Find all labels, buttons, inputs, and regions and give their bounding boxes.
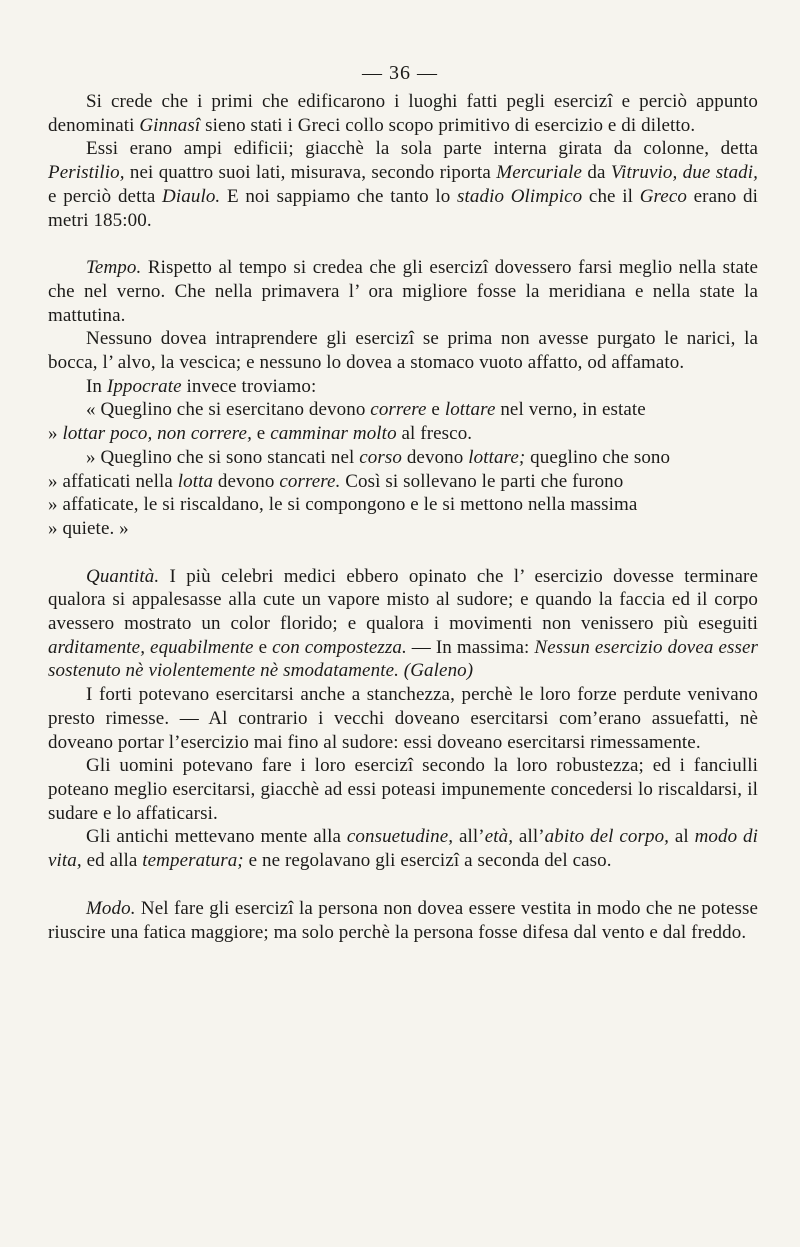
paragraph-peristilio: Essi erano ampi edificii; giacchè la sola parte interna girata da colonne, detta Peristilio, nei quattro suoi lati, misurava, secondo riporta Mercuriale da Vitruvio, due stadi, e perciò detta Diaulo. E noi sappiamo che tanto lo stadio Olimpico che il Greco erano di metri 185:00.: [48, 138, 758, 231]
paragraph-antichi: Gli antichi mettevano mente alla consuetudine, all’età, all’abito del corpo, al modo di vita, ed alla temperatura; e ne regolavano gli esercizî a seconda del caso.: [48, 826, 758, 872]
quote-line-5: » affaticate, le si riscaldano, le si compongono e le si mettono nella massima: [48, 494, 638, 516]
paragraph-modo: Modo. Nel fare gli esercizî la persona non dovea essere vestita in modo che ne potesse riuscire una fatica maggiore; ma solo perchè la persona fosse difesa dal vento e dal freddo.: [48, 897, 758, 943]
paragraph-ippocrate: In Ippocrate invece troviamo:: [86, 375, 317, 397]
quote-line-3: » Queglino che si sono stancati nel corso devono lottare; queglino che sono: [86, 446, 671, 468]
quote-line-4: » affaticati nella lotta devono correre. Così si sollevano le parti che furono: [48, 470, 624, 492]
paragraph-tempo: Tempo. Rispetto al tempo si credea che gli esercizî dovessero farsi meglio nella state che nel verno. Che nella primavera l’ ora migliore fosse la meridiana e nella state la mattutina.: [48, 257, 758, 326]
paragraph-forti: I forti potevano esercitarsi anche a stanchezza, perchè le loro forze perdute venivano presto rimesse. — Al contrario i vecchi doveano esercitarsi com’erano assuefatti, nè doveano portar l’esercizio mai fino al sudore: essi doveano esercitarsi rimessamente.: [48, 684, 758, 753]
page-body: [48, 90, 758, 944]
quote-line-2: » lottar poco, non correre, e camminar molto al fresco.: [48, 423, 473, 445]
paragraph-ginnasi: Si crede che i primi che edificarono i luoghi fatti pegli esercizî e perciò appunto denominati Ginnasî sieno stati i Greci collo scopo primitivo di esercizio e di diletto.: [48, 91, 758, 136]
page-number: — 36 —: [362, 62, 438, 84]
paragraph-nessuno: Nessuno dovea intraprendere gli esercizî se prima non avesse purgato le narici, la bocca, l’ alvo, la vescica; e nessuno lo dovea a stomaco vuoto affatto, od affamato.: [48, 328, 758, 374]
quote-line-6: » quiete. »: [48, 517, 129, 539]
paragraph-uomini: Gli uomini potevano fare i loro esercizî secondo la loro robustezza; ed i fanciulli poteano meglio esercitarsi, giacchè ad essi poteasi impunemente concedersi lo riscaldarsi, il sudare e lo affaticarsi.: [48, 755, 758, 824]
quote-line-1: « Queglino che si esercitano devono correre e lottare nel verno, in estate: [86, 399, 646, 421]
paragraph-quantita: Quantità. I più celebri medici ebbero opinato che l’ esercizio dovesse terminare qualora si appalesasse alla cute un vapore misto al sudore; e quando la faccia ed il corpo avessero mostrato un color florido; e qualora i movimenti non venissero più eseguiti arditamente, equabilmente e con compostezza. — In massima: Nessun esercizio dovea esser sostenuto nè violentemente nè smodatamente. (Galeno): [48, 565, 758, 682]
